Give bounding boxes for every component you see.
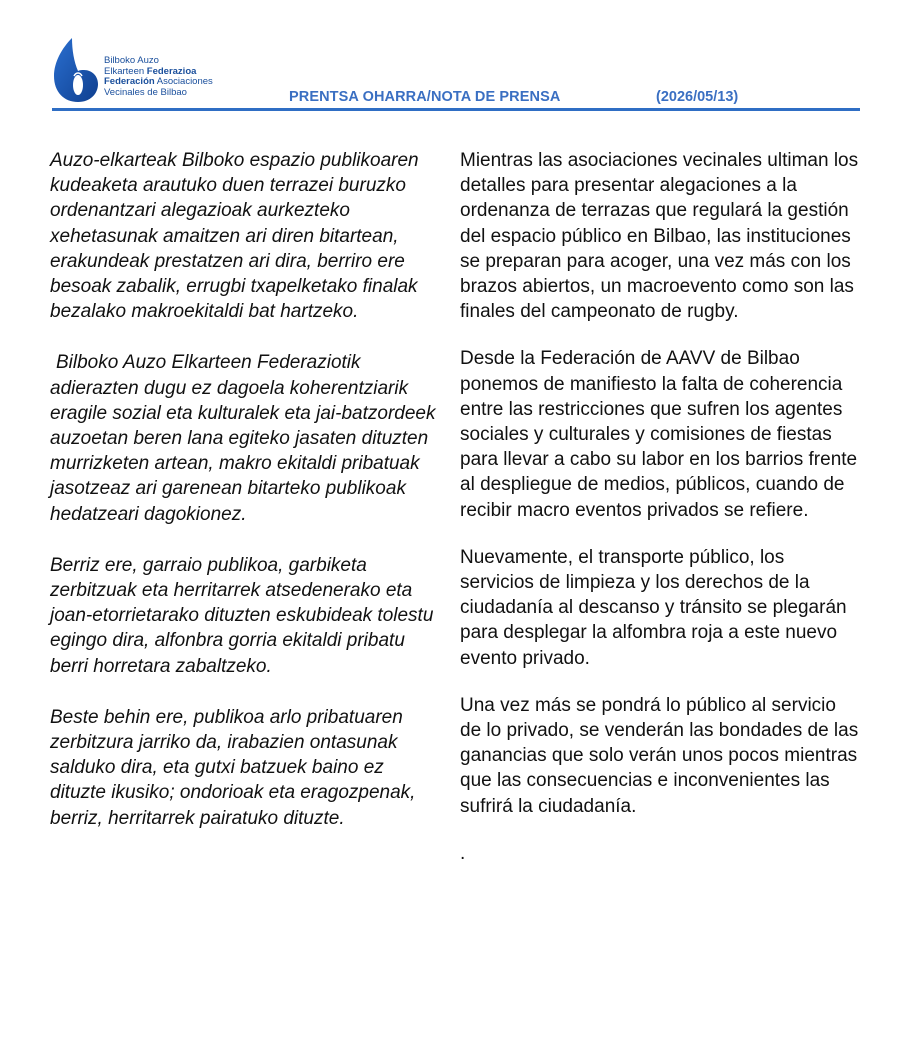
header-divider bbox=[52, 108, 860, 111]
logo-line-2b: Federazioa bbox=[146, 65, 197, 77]
federation-logo-text bbox=[104, 56, 213, 98]
logo-line-1: Bilboko Auzo bbox=[104, 55, 159, 66]
federation-logo-icon bbox=[52, 36, 100, 106]
press-release-date: (2026/05/13) bbox=[656, 89, 739, 105]
logo-line-3 bbox=[104, 77, 213, 88]
spanish-paragraph-4: Una vez más se pondrá lo público al servicio de lo privado, se venderán las bondades de las ganancias que solo verán unos pocos mientras que las consecuencias e inconvenientes las sufrirá la ciudadanía. bbox=[460, 694, 859, 817]
basque-column bbox=[50, 148, 442, 831]
spanish-paragraph-3: Nuevamente, el transporte público, los servicios de limpieza y los derechos de la ciudadanía al descanso y tránsito se plegarán para desplegar la alfombra roja a este nuevo evento privado. bbox=[460, 546, 847, 669]
document-header bbox=[0, 0, 897, 112]
spanish-paragraph-1: Mientras las asociaciones vecinales ultiman los detalles para presentar alegaciones a la ordenanza de terrazas que regulará la gestión del espacio público en Bilbao, las instituciones se preparan para acoger, una vez más con los brazos abiertos, un macroevento como son las finales del campeonato de rugby. bbox=[460, 150, 859, 323]
logo-line-3a: Federación bbox=[104, 76, 155, 87]
basque-paragraph-3: Berriz ere, garraio publikoa, garbiketa zerbitzuak eta herritarrek atsedenerako eta joan-etorrietarako dituzten eskubideak tolestu egingo dira, alfonbra gorria ekitaldi pribatu berri horretara zabaltzeko. bbox=[50, 554, 434, 677]
logo-line-4: Vecinales de Bilbao bbox=[104, 86, 187, 98]
press-release-title: PRENTSA OHARRA/NOTA DE PRENSA bbox=[289, 89, 561, 105]
spanish-paragraph-5: . bbox=[460, 842, 466, 864]
logo-line-2a: Elkarteen bbox=[104, 65, 147, 77]
basque-paragraph-2: Bilboko Auzo Elkarteen Federaziotik adierazten dugu ez dagoela koherentziarik eragile sozial eta kulturalek eta jai-batzordeek auzoetan beren lana egiteko jasaten dituzten murrizketen artean, makro ekitaldi pribatuak jasotzeaz ari garenean bitarteko publikoak hedatzeari dagokionez. bbox=[50, 352, 436, 525]
basque-paragraph-1: Auzo-elkarteak Bilboko espazio publikoaren kudeaketa arautuko duen terrazei buruzko ordenantzari alegazioak aurkezteko xehetasunak amaitzen ari diren bitartean, erakundeak prestatzen ari dira, berriro ere besoak zabalik, errugbi txapelketako finalak bezalako makroekitaldi bat hartzeko. bbox=[50, 150, 419, 323]
federation-logo bbox=[52, 36, 252, 106]
spanish-paragraph-2: Desde la Federación de AAVV de Bilbao ponemos de manifiesto la falta de coherencia entre las restricciones que sufren los agentes sociales y culturales y comisiones de fiestas para llevar a cabo su labor en los barrios frente al despliegue de medios, públicos, cuando de recibir macro eventos privados se refiere. bbox=[460, 348, 858, 521]
spanish-column bbox=[460, 148, 860, 866]
logo-line-3b: Asociaciones bbox=[154, 76, 213, 87]
basque-paragraph-4: Beste behin ere, publikoa arlo pribatuaren zerbitzura jarriko da, irabazien ontasunak salduko dira, eta gutxi batzuek baino ez dituzte ikusiko; ondorioak eta eragozpenak, berriz, herritarrek pairatuko dituzte. bbox=[50, 706, 416, 829]
